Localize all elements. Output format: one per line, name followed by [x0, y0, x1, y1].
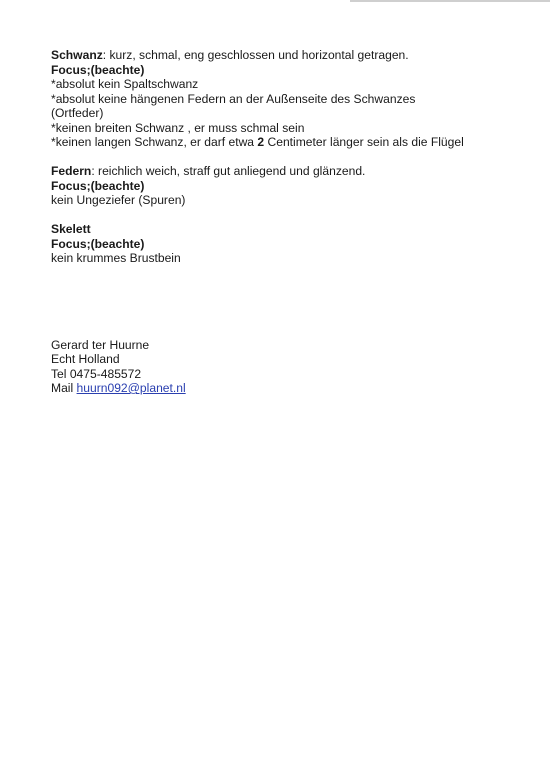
schwanz-length-number: 2 — [257, 135, 265, 149]
mail-label: Mail — [51, 381, 77, 395]
schwanz-item: *absolut kein Spaltschwanz — [51, 77, 199, 91]
contact-org: Echt Holland — [51, 352, 120, 366]
scan-top-edge-line — [350, 0, 550, 2]
mail-address-link[interactable]: huurn092@planet.nl — [76, 381, 186, 395]
federn-focus-label: Focus;(beachte) — [51, 178, 145, 193]
skelett-focus-label: Focus;(beachte) — [51, 236, 145, 251]
skelett-heading: Skelett — [51, 222, 91, 236]
schwanz-item-length — [51, 135, 541, 150]
contact-mail — [51, 381, 541, 396]
schwanz-focus-label: Focus;(beachte) — [51, 62, 145, 77]
federn-item: kein Ungeziefer (Spuren) — [51, 193, 186, 207]
contact-name: Gerard ter Huurne — [51, 337, 150, 352]
federn-description — [51, 164, 541, 179]
section-skelett — [51, 222, 541, 266]
schwanz-description — [51, 48, 541, 63]
section-federn — [51, 164, 541, 208]
schwanz-length-prefix: *keinen langen Schwanz, er darf etwa — [51, 135, 258, 149]
contact-block — [51, 338, 541, 396]
federn-text: : reichlich weich, straff gut anliegend und glänzend. — [91, 164, 366, 178]
schwanz-item: (Ortfeder) — [51, 106, 104, 120]
schwanz-item: *absolut keine hängenen Federn an der Außenseite des Schwanzes — [51, 91, 416, 106]
document-body — [51, 48, 541, 396]
schwanz-length-suffix: Centimeter länger sein als die Flügel — [264, 135, 464, 149]
schwanz-text: : kurz, schmal, eng geschlossen und horizontal getragen. — [102, 48, 409, 62]
section-schwanz — [51, 48, 541, 150]
schwanz-item: *keinen breiten Schwanz , er muss schmal sein — [51, 120, 305, 135]
contact-tel: Tel 0475-485572 — [51, 366, 142, 381]
schwanz-heading: Schwanz — [51, 48, 103, 62]
skelett-item: kein krummes Brustbein — [51, 251, 181, 265]
federn-heading: Federn — [51, 164, 92, 178]
